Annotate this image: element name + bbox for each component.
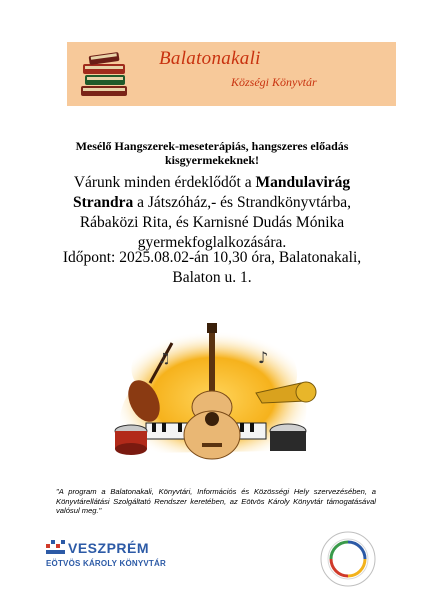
invitation-text <box>20 173 404 253</box>
svg-text:♫: ♫ <box>158 351 171 367</box>
logo-library-name: EÖTVÖS KÁROLY KÖNYVTÁR <box>46 559 166 568</box>
logo-city-name: VESZPRÉM <box>68 540 150 556</box>
invitation-line-3: Rábaközi Rita, és Karnisné Dudás Mónika <box>79 214 345 231</box>
venue-name-part2: Strandra <box>72 194 134 211</box>
library-subtitle: Községi Könyvtár <box>231 75 317 89</box>
crown-icon <box>46 540 66 556</box>
program-footnote: "A program a Balatonakali, Könyvtári, Információs és Közösségi Hely szervezésében, a Könyvtárellátási Szolgáltató Rendszer keretében, az Eötvös Károly Könyvtár támogatásával valósul meg." <box>56 487 376 515</box>
veszprem-library-logo <box>46 540 176 574</box>
invitation-line-2 <box>20 193 404 213</box>
heading-line-1: Mesélő Hangszerek-meseterápiás, hangszeres előadás <box>75 139 349 153</box>
instruments-illustration <box>106 323 320 475</box>
heading-line-2: kisgyermekeknek! <box>165 153 259 167</box>
invitation-line-4: gyermekfoglalkozására. <box>137 234 287 251</box>
time-line-2: Balaton u. 1. <box>172 269 252 286</box>
svg-text:♪: ♪ <box>258 348 269 367</box>
event-time <box>20 248 404 288</box>
invitation-venue-rest: a Játszóház,- és Strandkönyvtárba, <box>133 194 352 211</box>
library-name: Balatonakali <box>159 48 261 69</box>
seal-icon <box>319 530 377 588</box>
event-heading <box>0 139 424 167</box>
time-line-1: Időpont: 2025.08.02-án 10,30 óra, Balatonakali, <box>62 249 362 266</box>
header-banner <box>67 42 396 106</box>
books-icon <box>75 48 135 102</box>
invitation-line-1 <box>20 173 404 193</box>
invitation-prefix: Várunk minden érdeklődőt a <box>73 174 256 191</box>
venue-name-part1: Mandulavirág <box>255 174 351 191</box>
